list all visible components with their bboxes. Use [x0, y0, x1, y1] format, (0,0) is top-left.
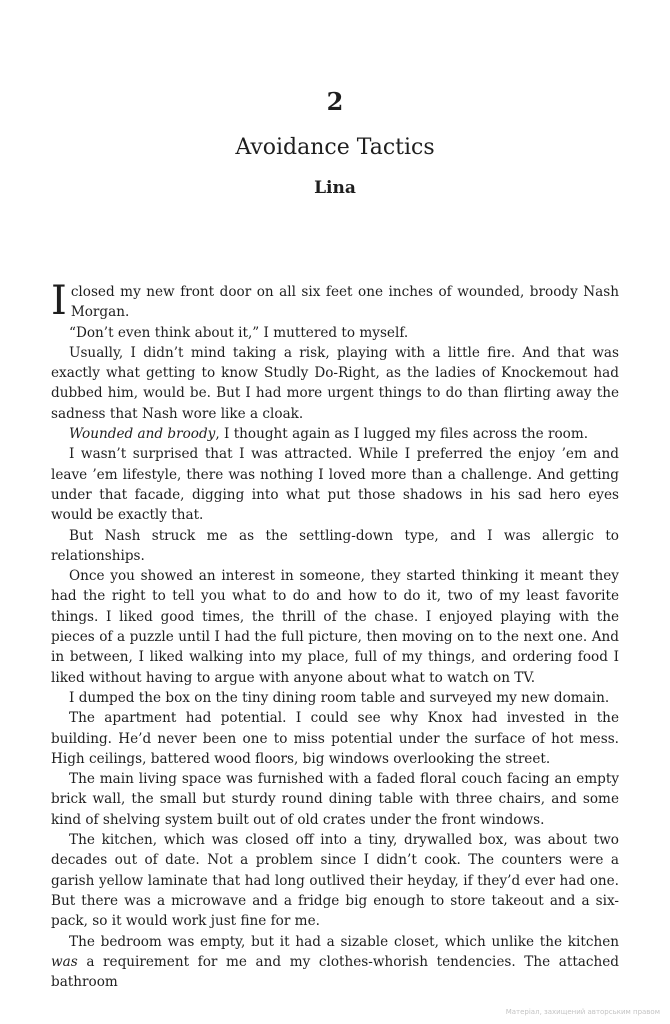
paragraph-10: The main living space was furnished with a faded floral couch facing an empty brick wall, the small but sturdy round dining table with three chairs, and some kind of shelving system built out of old crates under the front windows.	[51, 771, 619, 828]
paragraph-12	[51, 932, 619, 993]
paragraph-4	[51, 424, 619, 444]
paragraph-4-italic: Wounded and broody	[69, 426, 216, 443]
drop-cap: I	[51, 278, 67, 324]
chapter-number: 2	[326, 87, 344, 116]
copyright-watermark: Матеріал, захищений авторським правом	[505, 1008, 660, 1016]
paragraph-11: The kitchen, which was closed off into a tiny, drywalled box, was about two decades out of date. Not a problem since I didn’t cook. The counters were a garish yellow laminate that had long outlived their heyday, if they’d ever had one. But there was a microwave and a fridge big enough to store takeout and a six-pack, so it would work just fine for me.	[51, 832, 619, 930]
paragraph-7: Once you showed an interest in someone, they started thinking it meant they had the right to tell you what to do and how to do it, two of my least favorite things. I liked good times, the thrill of the chase. I enjoyed playing with the pieces of a puzzle until I had the full picture, then moving on to the next one. And in between, I liked walking into my place, full of my things, and ordering food I liked without having to argue with anyone about what to watch on TV.	[51, 568, 619, 686]
paragraph-12-text-end: a requirement for me and my clothes-whorish tendencies. The attached bathroom	[51, 953, 619, 991]
paragraph-12-text-start: The bedroom was empty, but it had a sizable closet, which unlike the kitchen	[69, 933, 619, 950]
paragraph-2: “Don’t even think about it,” I muttered to myself.	[69, 324, 409, 341]
paragraph-12-italic: was	[51, 953, 78, 970]
paragraph-9: The apartment had potential. I could see why Knox had invested in the building. He’d never been one to miss potential under the surface of hot mess. High ceilings, battered wood floors, big windows overlooking the street.	[51, 710, 619, 767]
paragraph-4-text: , I thought again as I lugged my files across the room.	[215, 426, 589, 443]
pov-character-name: Lina	[314, 178, 356, 198]
chapter-body	[51, 278, 619, 992]
paragraph-3: Usually, I didn’t mind taking a risk, playing with a little fire. And that was exactly what getting to know Studly Do-Right, as the ladies of Knockemout had dubbed him, would be. But I had more urgent things to do than flirting away the sadness that Nash wore like a cloak.	[51, 344, 619, 422]
paragraph-6: But Nash struck me as the settling-down type, and I was allergic to relationships.	[51, 527, 619, 564]
paragraph-1	[51, 278, 619, 324]
paragraph-5: I wasn’t surprised that I was attracted. While I preferred the enjoy ’em and leave ’em lifestyle, there was nothing I loved more than a challenge. And getting under that facade, digging into what put those shadows in his sad hero eyes would be exactly that.	[51, 446, 619, 524]
paragraph-8: I dumped the box on the tiny dining room table and surveyed my new domain.	[69, 689, 610, 706]
chapter-title: Avoidance Tactics	[235, 135, 435, 160]
paragraph-1-text: closed my new front door on all six feet one inches of wounded, broody Nash Morgan.	[70, 284, 619, 321]
